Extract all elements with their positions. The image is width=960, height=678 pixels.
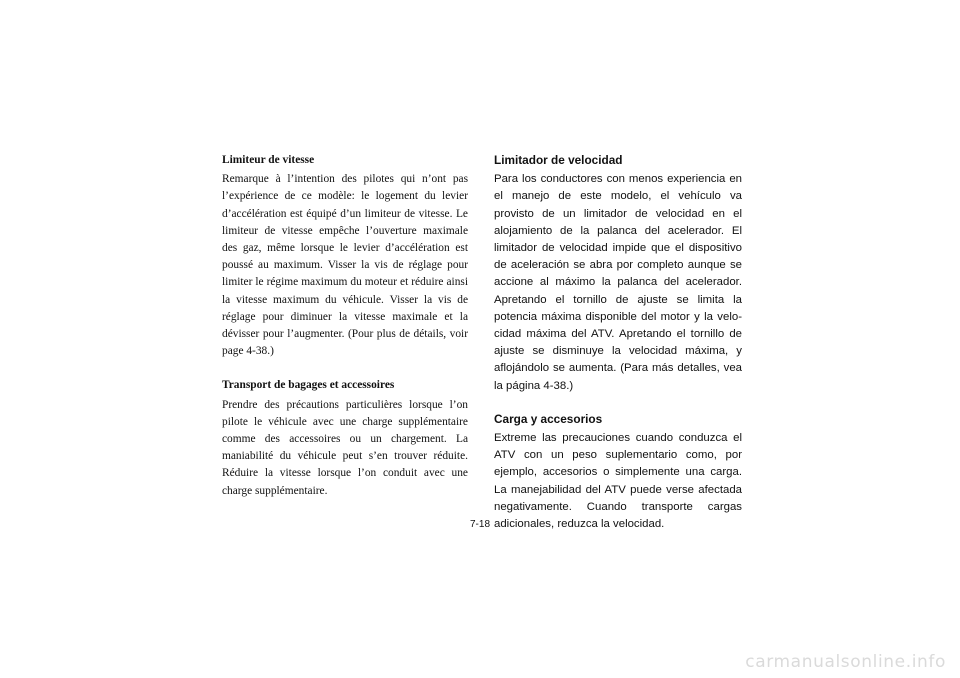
page-number: 7-18: [469, 519, 490, 530]
spanish-cargo-title: Carga y accesorios: [494, 411, 603, 426]
section-spacer: [222, 360, 468, 377]
french-speed-limiter-body: Remarque à l’intention des pilotes qui n’ont pas l’expérience de ce modèle: le logement du levier d’accélération est équipé d’un limiteur de vitesse. Le limiteur de vitesse empêche l’ouverture maximale des gaz, même lorsque le levier d’accélération est poussé au maximum. Visser la vis de réglage pour limiter le régime maximum du moteur et réduire ainsi la vitesse maximum du véhicule. Visser la vis de réglage pour diminuer la vitesse maximale et la dévisser pour l’augmenter. (Pour plus de détails, voir page 4-38.): [222, 173, 468, 358]
french-column: [222, 152, 468, 500]
section-spacer: [494, 395, 742, 411]
watermark: carmanualsonline.info: [745, 652, 946, 672]
spanish-cargo-body: Extreme las precauciones cuando conduzca el ATV con un peso suplementario como, por ejemplo, accesorios o simplemente una carga. La manejabilidad del ATV puede verse afectada negativamente. Cuando transporte cargas adicionales, reduzca la velocidad.: [494, 432, 742, 531]
french-speed-limiter-title: Limiteur de vitesse: [222, 154, 315, 166]
spanish-speed-limiter-body: Para los conductores con menos experiencia en el manejo de este modelo, el vehículo va provisto de un limitador de velocidad en el alojamiento de la palanca del acelerador. El limitador de velocidad impide que el dispositivo de aceleración se abra por completo aunque se accione al máximo la palanca del acelerador. Apretando el tornillo de ajuste se limita la potencia máxima disponible del motor y la velocidad máxima del ATV. Apretando el tornillo de ajuste se disminuye la velocidad máxima, y aflojándolo se aumenta. (Para más detalles, vea la página 4-38.): [494, 173, 742, 392]
spanish-column: [494, 152, 742, 533]
french-cargo-body: Prendre des précautions particulières lorsque l’on pilote le véhicule avec une charge supplémentaire comme des accessoires ou un chargement. La maniabilité du véhicule peut s’en trouver réduite. Réduire la vitesse lorsque l’on conduit avec une charge supplémentaire.: [222, 398, 468, 497]
spanish-speed-limiter-title: Limitador de velocidad: [494, 153, 623, 167]
french-cargo-title: Transport de bagages et accessoires: [222, 379, 395, 392]
